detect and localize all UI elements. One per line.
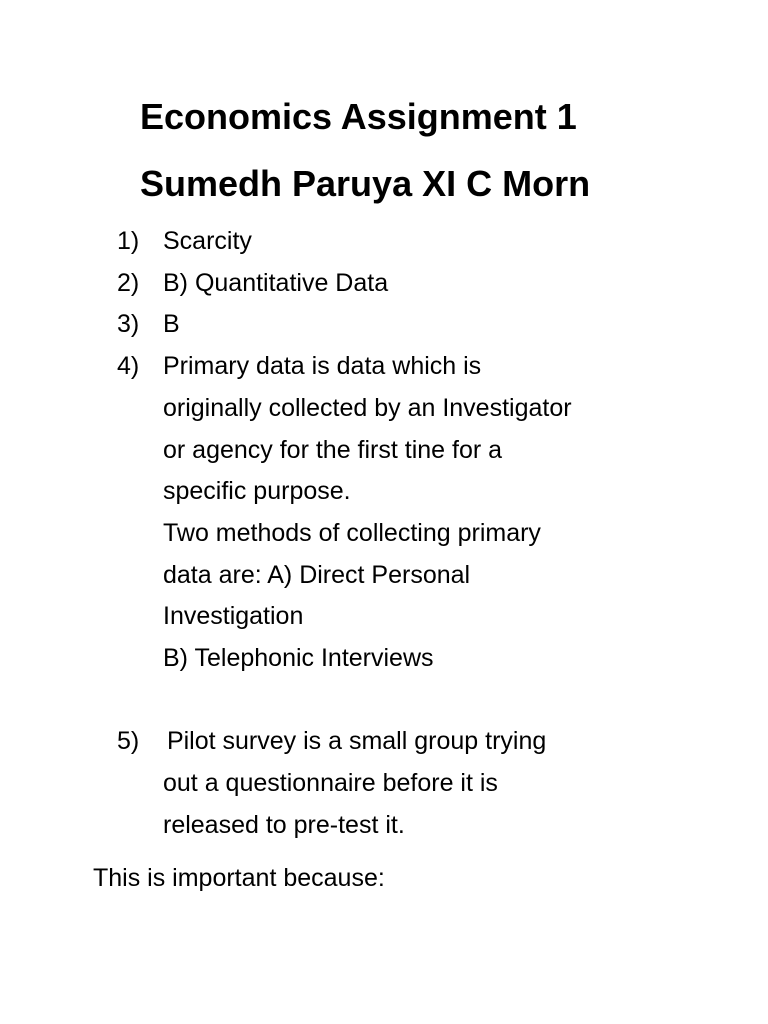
item-text: Pilot survey is a small group trying xyxy=(160,727,547,756)
item-number: 1) xyxy=(117,227,140,255)
list-item xyxy=(0,304,768,346)
item-number: 4) xyxy=(117,352,140,381)
item-text: B) Telephonic Interviews xyxy=(163,644,434,673)
item-text: or agency for the first tine for a xyxy=(163,435,503,464)
document-title: Economics Assignment 1 xyxy=(140,96,577,137)
blank-line xyxy=(0,680,768,722)
list-item xyxy=(0,263,768,305)
item-text: Investigation xyxy=(163,602,304,631)
item-text: Scarcity xyxy=(163,227,252,255)
list-item xyxy=(0,346,768,680)
list-item xyxy=(0,221,768,263)
item-text: originally collected by an Investigator xyxy=(163,393,572,422)
closing-paragraph: This is important because: xyxy=(93,864,385,892)
answer-list xyxy=(0,221,768,847)
item-number: 3) xyxy=(117,310,140,339)
item-text: B xyxy=(163,310,180,339)
item-text: Primary data is data which is xyxy=(163,352,482,381)
document-subtitle: Sumedh Paruya XI C Morn xyxy=(140,163,591,204)
item-number: 2) xyxy=(117,268,140,297)
list-item xyxy=(0,721,768,846)
item-text: released to pre-test it. xyxy=(163,810,405,839)
item-number: 5) xyxy=(117,727,140,756)
item-text: out a questionnaire before it is xyxy=(163,769,498,798)
item-text: data are: A) Direct Personal xyxy=(163,560,471,589)
item-text: specific purpose. xyxy=(163,477,351,506)
item-text: B) Quantitative Data xyxy=(163,268,389,297)
item-text: Two methods of collecting primary xyxy=(163,518,541,547)
